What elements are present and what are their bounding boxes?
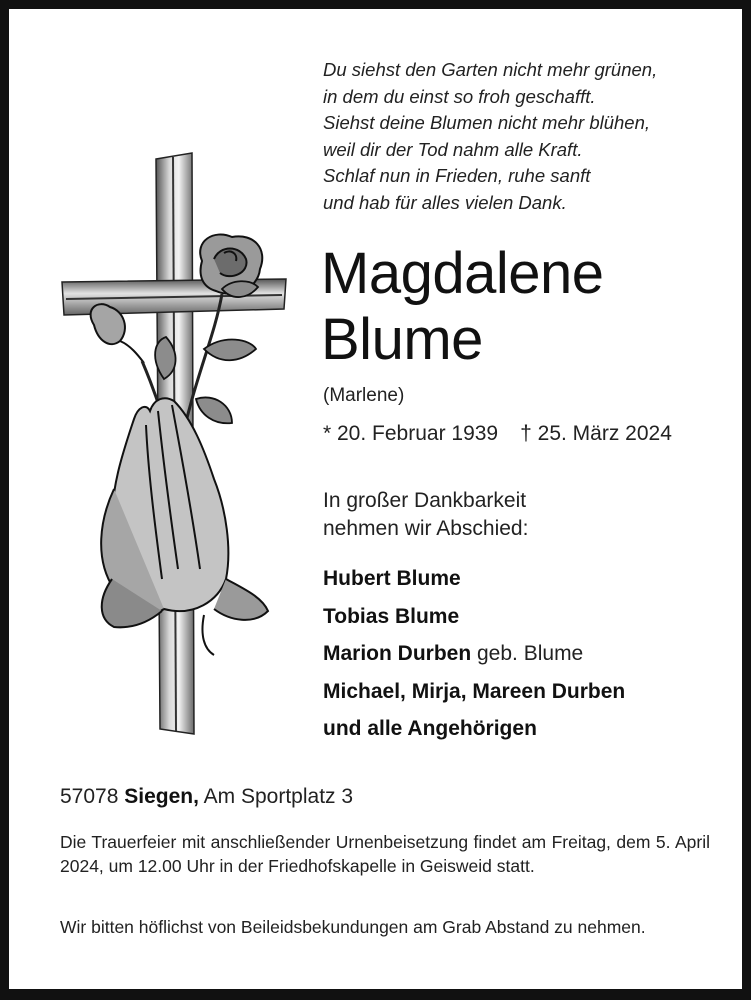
mourner-name: und alle Angehörigen xyxy=(323,717,537,740)
death-date: † 25. März 2024 xyxy=(520,422,672,445)
funeral-notice: Die Trauerfeier mit anschließender Urnenbeisetzung findet am Freitag, dem 5. April 2024, um 12.00 Uhr in der Friedhofskapelle in Geisweid statt. xyxy=(60,832,710,876)
intro-line: In großer Dankbarkeit xyxy=(323,489,527,512)
deceased-name xyxy=(321,241,604,373)
mourner xyxy=(323,564,625,602)
last-name: Blume xyxy=(321,307,483,372)
nickname: (Marlene) xyxy=(323,385,405,406)
mourner xyxy=(323,677,625,715)
condolence-notice: Wir bitten höflichst von Beileidsbekundungen am Grab Abstand zu nehmen. xyxy=(60,917,646,937)
birth-date: * 20. Februar 1939 xyxy=(323,422,499,445)
poem-line: in dem du einst so froh geschafft. xyxy=(323,85,596,107)
poem-line: Schlaf nun in Frieden, ruhe sanft xyxy=(323,165,591,186)
poem-line: Du siehst den Garten nicht mehr grünen, xyxy=(323,59,658,80)
address xyxy=(60,785,353,809)
city: Siegen, xyxy=(124,785,199,808)
first-name: Magdalene xyxy=(321,241,604,306)
mourner xyxy=(323,639,625,677)
mourner-name: Tobias Blume xyxy=(323,604,460,628)
cross-rose-praying-hands-icon xyxy=(54,149,304,739)
life-dates xyxy=(323,422,672,446)
mourner xyxy=(323,714,625,752)
mourner xyxy=(323,602,625,640)
mourner-name: Marion Durben xyxy=(323,642,472,665)
street: Am Sportplatz 3 xyxy=(203,785,354,808)
maiden-name: geb. Blume xyxy=(471,642,584,665)
mourners-list xyxy=(323,564,625,752)
mourner-name: Michael, Mirja, Mareen Durben xyxy=(323,679,626,703)
poem-line: Siehst deine Blumen nicht mehr blühen, xyxy=(323,112,651,133)
poem-line: weil dir der Tod nahm alle Kraft. xyxy=(323,138,583,160)
zip-code: 57078 xyxy=(60,785,119,808)
mourner-name: Hubert Blume xyxy=(323,567,461,590)
poem-line: und hab für alles vielen Dank. xyxy=(323,191,567,213)
farewell-intro xyxy=(323,487,528,543)
memorial-poem xyxy=(323,57,723,216)
intro-line: nehmen wir Abschied: xyxy=(323,517,529,540)
